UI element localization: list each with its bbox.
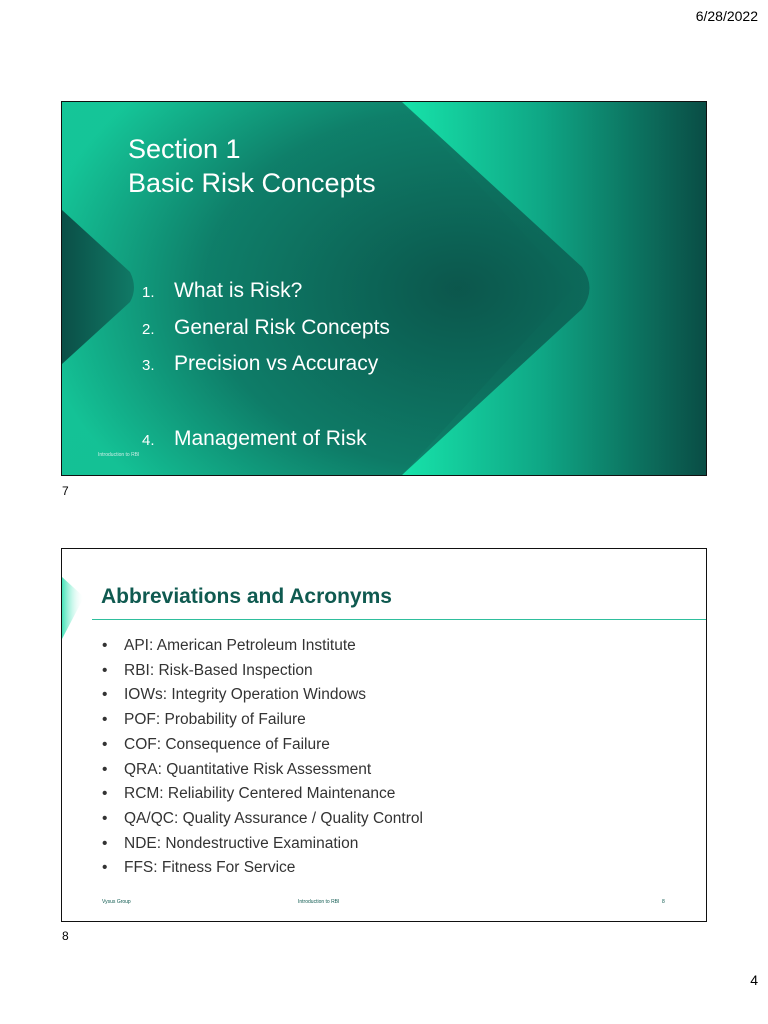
- bullet-icon: •: [102, 735, 108, 753]
- topic-item: [142, 279, 302, 303]
- bullet-icon: •: [102, 809, 108, 827]
- list-item: [102, 733, 423, 758]
- footer-course-title: Introduction to RBI: [298, 899, 340, 905]
- bullet-icon: •: [102, 711, 108, 729]
- topic-item: [142, 427, 367, 451]
- slide-number: 8: [62, 929, 69, 943]
- list-item: [102, 683, 423, 708]
- slide-number: 7: [62, 484, 69, 498]
- page-number: 4: [750, 972, 758, 988]
- acronym-text: API: American Petroleum Institute: [124, 637, 356, 654]
- list-item: [102, 832, 423, 857]
- slide-section-1: [61, 101, 707, 476]
- list-item: [102, 708, 423, 733]
- acronym-text: COF: Consequence of Failure: [124, 735, 330, 753]
- slide-heading: Abbreviations and Acronyms: [101, 585, 392, 608]
- bullet-icon: •: [102, 834, 108, 852]
- topic-number: 3.: [142, 357, 155, 374]
- acronym-text: RCM: Reliability Centered Maintenance: [124, 785, 396, 803]
- acronym-text: QRA: Quantitative Risk Assessment: [124, 760, 372, 778]
- acronym-list: [102, 634, 423, 881]
- heading-divider: [92, 619, 706, 620]
- slide-footer: Introduction to RBI: [98, 452, 140, 458]
- topic-text: Precision vs Accuracy: [174, 352, 379, 375]
- list-item: [102, 782, 423, 807]
- acronym-text: IOWs: Integrity Operation Windows: [124, 686, 367, 704]
- list-item: [102, 634, 423, 659]
- footer-slide-number: 8: [662, 899, 665, 905]
- print-date: 6/28/2022: [695, 8, 758, 24]
- bullet-icon: •: [102, 760, 108, 778]
- bullet-icon: •: [102, 859, 108, 877]
- slide-title-line-2: Basic Risk Concepts: [128, 168, 376, 198]
- footer-organization: Vysus Group: [102, 899, 131, 905]
- list-item: [102, 807, 423, 832]
- bullet-icon: •: [102, 785, 108, 803]
- list-item: [102, 856, 423, 881]
- topic-number: 4.: [142, 432, 155, 449]
- slide-title-line-1: Section 1: [128, 134, 241, 164]
- topic-text: Management of Risk: [174, 427, 367, 450]
- slide-title: [128, 132, 376, 200]
- slide-abbreviations: [61, 548, 707, 922]
- bullet-icon: •: [102, 637, 108, 654]
- acronym-text: QA/QC: Quality Assurance / Quality Control: [124, 809, 423, 827]
- acronym-text: NDE: Nondestructive Examination: [124, 834, 359, 852]
- topic-item: [142, 352, 378, 376]
- list-item: [102, 659, 423, 684]
- topic-item: [142, 316, 390, 340]
- bullet-icon: •: [102, 661, 108, 679]
- list-item: [102, 758, 423, 783]
- topic-number: 1.: [142, 284, 155, 301]
- topic-text: What is Risk?: [174, 279, 303, 302]
- bullet-icon: •: [102, 686, 108, 704]
- topic-text: General Risk Concepts: [174, 316, 390, 339]
- acronym-text: POF: Probability of Failure: [124, 711, 306, 729]
- acronym-text: RBI: Risk-Based Inspection: [124, 661, 313, 679]
- acronym-text: FFS: Fitness For Service: [124, 859, 296, 877]
- topic-number: 2.: [142, 321, 155, 338]
